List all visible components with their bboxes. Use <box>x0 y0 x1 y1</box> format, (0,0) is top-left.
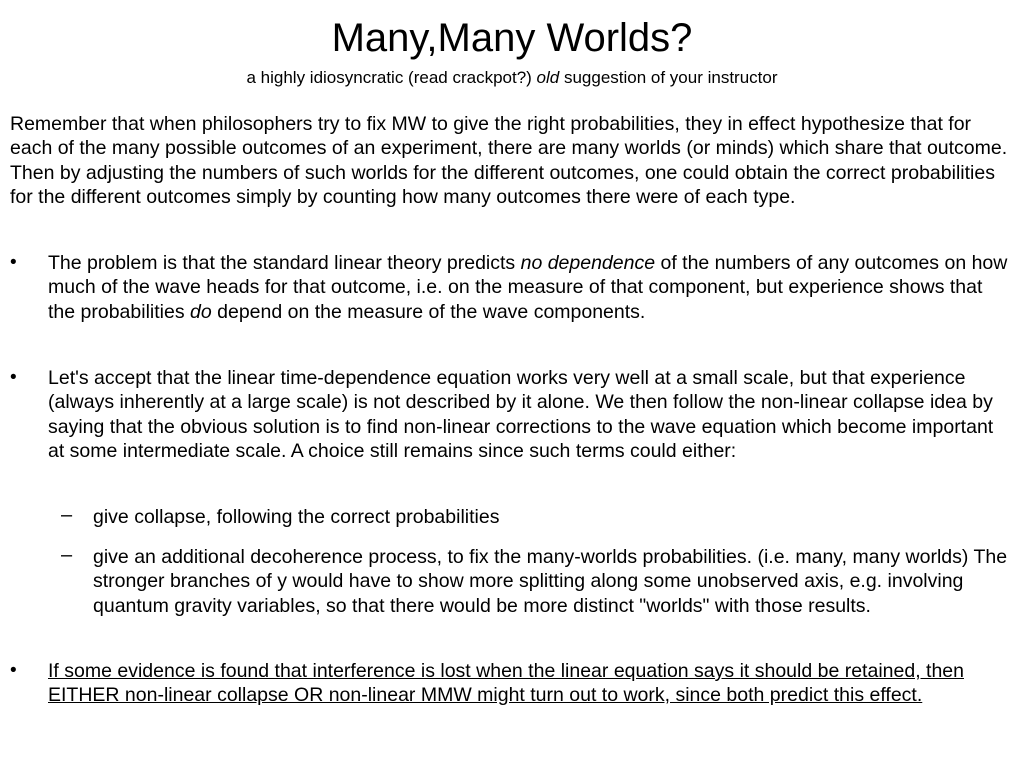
dash-icon: – <box>61 504 73 526</box>
bullet-2-text: Let's accept that the linear time-dependence equation works very well at a small scale, but that experience (always inherently at a large scale) is not described by it alone. We then follow the non-linear collapse idea by saying that the obvious solution is to find non-linear corrections to the wave equation which become important at some intermediate scale. A choice still remains since such terms could either: <box>48 367 994 462</box>
subtitle-text-end: suggestion of your instructor <box>559 68 778 87</box>
bullet-item-3 <box>10 659 1013 708</box>
bullet-item-2 <box>10 366 1013 463</box>
bullet-dot-icon: • <box>10 252 17 273</box>
sub-bullet-1-text: give collapse, following the correct probabilities <box>93 506 500 528</box>
bullet-1-text-b: of the numbers of any outcomes on how much of the wave heads for that outcome, i.e. on the measure of that component, but experience shows that the probabilities <box>48 252 1008 323</box>
sub-bullet-item-1 <box>61 504 1013 529</box>
bullet-1-text-c: depend on the measure of the wave components. <box>211 300 646 323</box>
slide-title: Many,Many Worlds? <box>331 16 693 60</box>
sub-bullet-2-text: give an additional decoherence process, to fix the many-worlds probabilities. (i.e. many, many worlds) The stronger branches of y would have to show more splitting along some unobserved axis, e.g. involving quantum gravity variables, so that there would be more distinct "worlds" with those results. <box>93 546 1008 617</box>
bullet-1-italic-a: no dependence <box>520 252 656 274</box>
sub-bullet-item-2 <box>61 544 1013 618</box>
subtitle-text-start: a highly idiosyncratic (read crackpot?) <box>246 68 537 87</box>
bullet-1-italic-b: do <box>190 300 212 323</box>
bullet-dot-icon: • <box>10 367 17 388</box>
bullet-item-1 <box>10 251 1013 324</box>
intro-paragraph: Remember that when philosophers try to fix MW to give the right probabilities, they in effect hypothesize that for each of the many possible outcomes of an experiment, there are many worlds (or minds) which share that outcome. Then by adjusting the numbers of such worlds for the different outcomes, one could obtain the correct probabilities for the different outcomes simply by counting how many outcomes there were of each type. <box>10 113 1008 208</box>
bullet-1-text-a: The problem is that the standard linear theory predicts <box>48 252 521 274</box>
bullet-dot-icon: • <box>10 660 17 681</box>
bullet-3-text: If some evidence is found that interference is lost when the linear equation says it should be retained, then EITHER non-linear collapse OR non-linear MMW might turn out to work, since both predict this effect. <box>48 660 964 707</box>
dash-icon: – <box>61 544 73 566</box>
subtitle-italic-word: old <box>536 68 560 87</box>
slide-subtitle <box>0 67 1024 89</box>
